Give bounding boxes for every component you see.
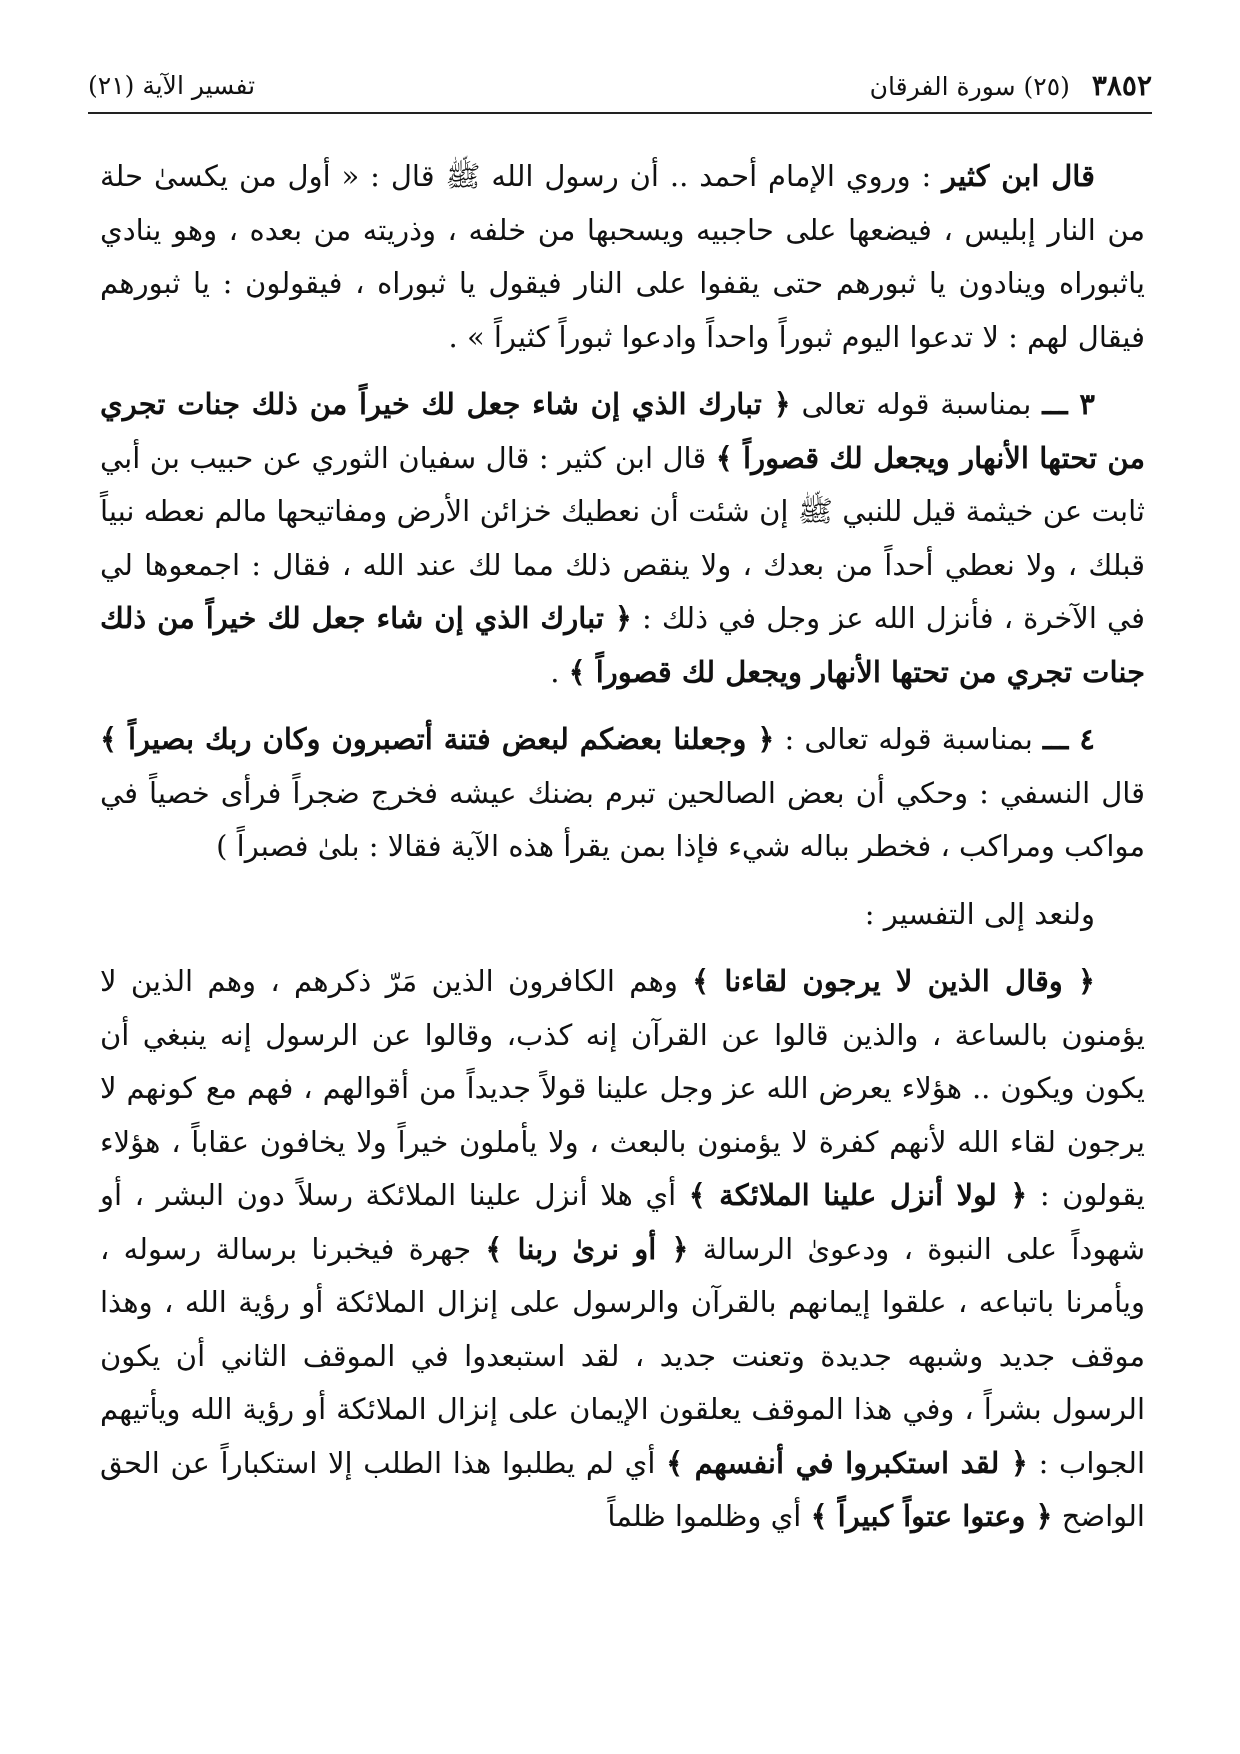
section-title: تفسير الآية (٢١) xyxy=(88,70,256,100)
text-run: بمناسبة قوله تعالى : xyxy=(774,722,1043,756)
text-run: . xyxy=(550,654,569,689)
text-run: : وروي الإمام أحمد .. أن رسول الله ﷺ قال : « أول من يكسىٰ حلة من النار إبليس ، فيضعها على حاجبيه ويسحبها من خلفه ، وذريته من بعده ، وهو ينادي ياثبوراه وينادون يا ثبورهم حتى يقفوا على النار فيقول يا ثبوراه ، فيقولون : يا ثبورهم فيقال لهم : لا تدعوا اليوم ثبوراً واحداً وادعوا ثبوراً كثيراً » . xyxy=(100,159,1145,354)
bold-run: ﴿ وجعلنا بعضكم لبعض فتنة أتصبرون وكان ربك بصيراً ﴾ xyxy=(100,722,775,756)
paragraph-ibn-kathir-quote xyxy=(100,150,1145,364)
bold-run: قال ابن كثير xyxy=(942,159,1095,193)
bold-run: ﴿ لولا أنزل علينا الملائكة ﴾ xyxy=(688,1178,1028,1212)
text-run: ولنعد إلى التفسير : xyxy=(864,896,1095,931)
text-run: وهم الكافرون الذين مَرّ ذكرهم ، وهم الذين لا يؤمنون بالساعة ، والذين قالوا عن القرآن إنه كذب، وقالوا عن الرسول إنه ينبغي أن يكون ويكون .. هؤلاء يعرض الله عز وجل علينا قولاً جديداً من أقوالهم ، فهم مع كونهم لا يرجون لقاء الله لأنهم كفرة لا يؤمنون بالبعث ، ولا يأملون خيراً ولا يخافون عقاباً ، هؤلاء يقولون : xyxy=(100,964,1145,1212)
bold-run: ﴿ لقد استكبروا في أنفسهم ﴾ xyxy=(666,1445,1028,1480)
bold-run: ﴿ وقال الذين لا يرجون لقاءنا ﴾ xyxy=(692,964,1095,998)
bold-run: ٣ ـــ xyxy=(1042,387,1095,421)
paragraph-tafsir-main xyxy=(100,955,1145,1544)
text-run: أي وظلموا ظلماً xyxy=(607,1499,811,1533)
text-run: قال ابن كثير : قال سفيان الثوري عن حبيب بن أبي ثابت عن خيثمة قيل للنبي ﷺ إن شئت أن نعطيك خزائن الأرض ومفاتيحها مالم نعطه نبياً قبلك ، ولا نعطي أحداً من بعدك ، ولا ينقص ذلك مما لك عند الله ، فقال : اجمعوها لي في الآخرة ، فأنزل الله عز وجل في ذلك : xyxy=(100,440,1145,635)
bold-run: ﴿ تبارك الذي إن شاء جعل لك خيراً من ذلك جنات تجري من تحتها الأنهار ويجعل لك قصوراً ﴾ xyxy=(100,601,1145,689)
paragraph-occasion-4 xyxy=(100,713,1145,874)
text-run: جهرة فيخبرنا برسالة رسوله ، ويأمرنا باتباعه ، علقوا إيمانهم بالقرآن والرسول على إنزال الملائكة أو رؤية الله ، وهذا موقف جديد وشبهه جديدة وتعنت جديد ، لقد استبعدوا في الموقف الثاني أن يكون الرسول بشراً ، وفي هذا الموقف يعلقون الإيمان على إنزال الملائكة أو رؤية الله ويأتيهم الجواب : xyxy=(100,1231,1145,1480)
bold-run: ٤ ـــ xyxy=(1042,722,1095,756)
page-number: ٣٨٥٢ xyxy=(1091,68,1152,102)
paragraph-occasion-3 xyxy=(100,378,1145,699)
text-run: أي هلا أنزل علينا الملائكة رسلاً دون البشر ، أو شهوداً على النبوة ، ودعوىٰ الرسالة xyxy=(100,1178,1145,1266)
page-body xyxy=(100,150,1145,1558)
surah-title: (٢٥) سورة الفرقان xyxy=(869,71,1070,101)
paragraph-return-to-tafsir xyxy=(100,888,1145,942)
bold-run: ﴿ أو نرىٰ ربنا ﴾ xyxy=(485,1231,689,1266)
bold-run: ﴿ تبارك الذي إن شاء جعل لك خيراً من ذلك جنات تجري من تحتها الأنهار ويجعل لك قصوراً ﴾ xyxy=(100,387,1145,475)
text-run: أي لم يطلبوا هذا الطلب إلا استكباراً عن الحق الواضح xyxy=(100,1445,1145,1533)
text-run: بمناسبة قوله تعالى xyxy=(790,387,1043,421)
header-right xyxy=(870,69,1152,102)
bold-run: ﴿ وعتوا عتواً كبيراً ﴾ xyxy=(810,1499,1053,1533)
page-header xyxy=(88,58,1152,114)
text-run: قال النسفي : وحكي أن بعض الصالحين تبرم بضنك عيشه فخرج ضجراً فرأى خصياً في مواكب ومراكب ، فخطر بباله شيء فإذا بمن يقرأ هذه الآية فقالا : بلىٰ فصبراً ) xyxy=(100,775,1145,863)
